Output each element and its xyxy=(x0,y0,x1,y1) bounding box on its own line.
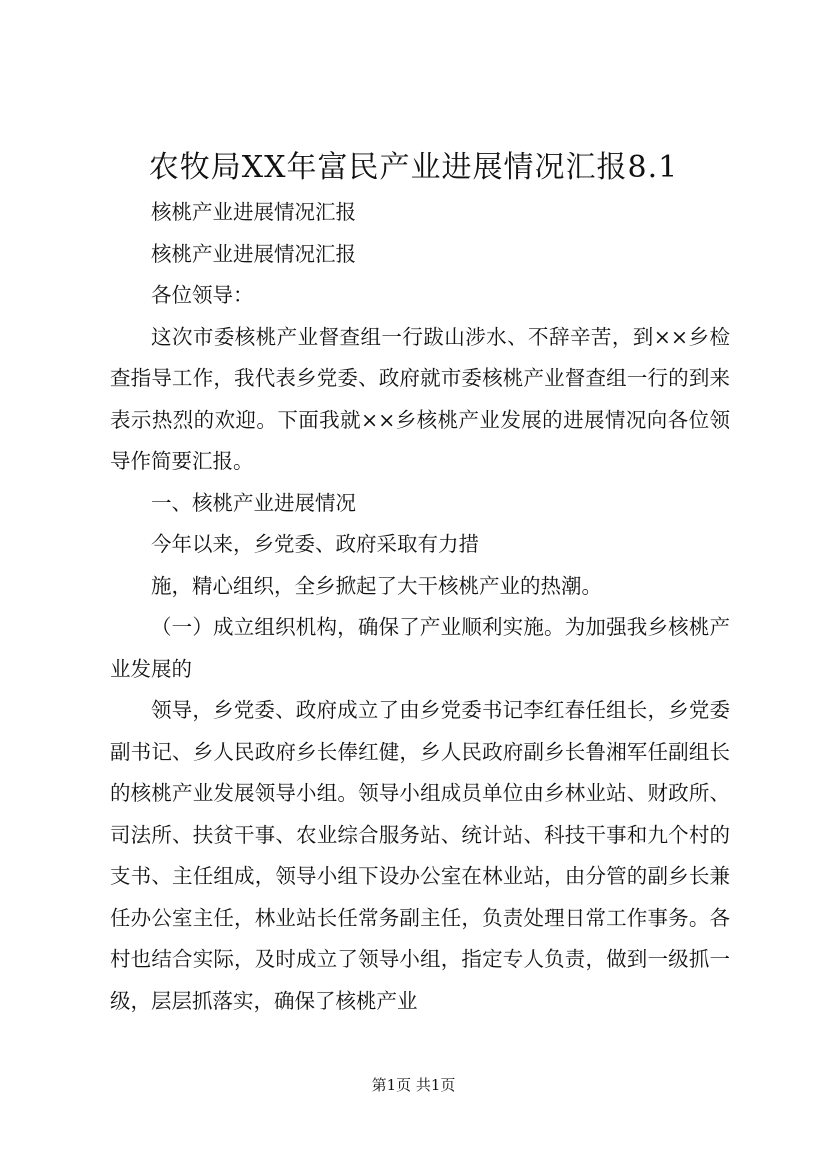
paragraph-measures-start: 今年以来，乡党委、政府采取有力措 xyxy=(151,532,479,556)
paragraph-salutation: 各位领导： xyxy=(151,283,254,307)
paragraph-measures-end: 施，精心组织，全乡掀起了大干核桃产业的热潮。 xyxy=(151,573,602,598)
document-title: 农牧局XX年富民产业进展情况汇报8.1 xyxy=(148,150,679,185)
paragraph-organization-body: 领导，乡党委、政府成立了由乡党委书记李红春任组长，乡党委副书记、乡人民政府乡长俸红健，乡人民政府副乡长鲁湘军任副组长的核桃产业发展领导小组。领导小组成员单位由乡林业站、财政所、司法所、扶贫干事、农业综合服务站、统计站、科技干事和九个村的支书、主任组成，领导小组下设办公室在林业站，由分管的副乡长兼任办公室主任，林业站长任常务副主任，负责处理日常工作事务。各村也结合实际，及时成立了领导小组，指定专人负责，做到一级抓一级，层层抓落实，确保了核桃产业 xyxy=(110,698,730,1013)
paragraph-organization-heading: （一）成立组织机构，确保了产业顺利实施。为加强我乡核桃产业发展的 xyxy=(110,615,730,681)
paragraph-subtitle-1: 核桃产业进展情况汇报 xyxy=(151,200,356,224)
page-footer: 第1页 共1页 xyxy=(371,1076,456,1094)
paragraph-section-heading: 一、核桃产业进展情况 xyxy=(151,490,356,515)
paragraph-intro: 这次市委核桃产业督查组一行跋山涉水、不辞辛苦，到××乡检查指导工作，我代表乡党委、政府就市委核桃产业督查组一行的到来表示热烈的欢迎。下面我就××乡核桃产业发展的进展情况向各位领导作简要汇报。 xyxy=(110,324,730,473)
document-body xyxy=(110,192,730,1022)
paragraph-subtitle-2: 核桃产业进展情况汇报 xyxy=(151,241,356,266)
